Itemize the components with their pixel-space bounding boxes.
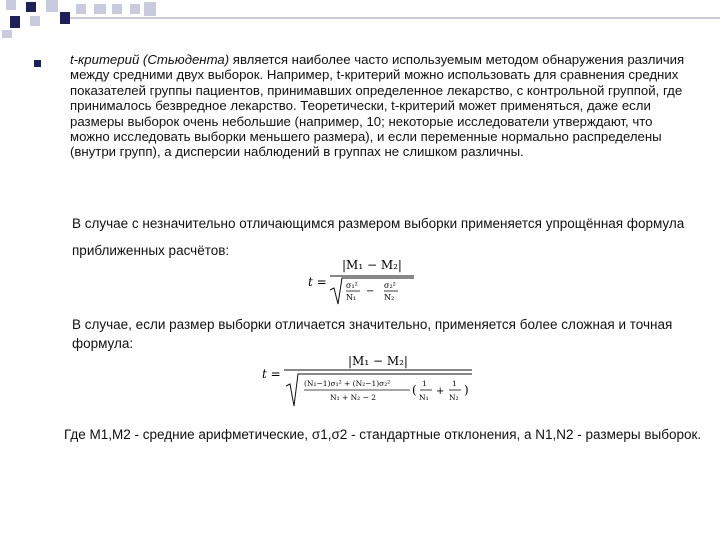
formula2-one-a: 1: [422, 379, 427, 388]
t-test-term: t-критерий (Стьюдента): [70, 52, 230, 67]
formula-n1: N₁: [346, 293, 357, 302]
formula-numerator: |M₁ − M₂|: [342, 258, 402, 272]
deco-line: [70, 17, 720, 19]
formula2-n2: N₂: [449, 393, 459, 402]
formula-minus: −: [366, 286, 375, 297]
t-test-description-text: является наиболее часто используемым методом обнаружения различия между средними двух выборок. Например, t-критерий можно использовать для сравнения средних показателей группы пациентов, принимавших определенное лекарство, с контрольной группой, где принималось безвредное лекарство. Теоретически, t-критерий может применяться, даже если размеры выборок очень небольшие (например, 10; некоторые исследователи утверждают, что можно исследовать выборки меньшего размера), и если переменные нормально распределены (внутри групп), а дисперсии наблюдений в группах не слишком различны.: [70, 52, 685, 160]
deco-square: [60, 12, 70, 24]
formula2-plus: +: [436, 386, 445, 397]
large-sample-text: В случае, если размер выборки отличается значительно, применяется более сложная и точная формула:: [72, 317, 673, 351]
formula2-one-b: 1: [452, 379, 457, 388]
small-sample-text: В случае с незначительно отличающимся размером выборки применяется упрощённая формула приближенных расчётов:: [72, 216, 685, 258]
deco-square: [30, 16, 40, 26]
formula2-inner-denominator: N₁ + N₂ − 2: [330, 393, 377, 402]
formula-sigma1: σ₁²: [346, 281, 358, 290]
deco-square: [46, 0, 58, 12]
simple-formula: [308, 256, 418, 308]
formula2-inner-numerator: (N₁−1)σ₁² + (N₂−1)σ₂²: [304, 379, 391, 388]
bullet-square-icon: [34, 60, 41, 67]
deco-square: [130, 4, 140, 14]
formula-lhs: t =: [308, 275, 327, 289]
formula2-n1: N₁: [419, 393, 429, 402]
formula2-numerator: |M₁ − M₂|: [348, 354, 408, 368]
deco-square: [10, 16, 20, 28]
complex-formula: [262, 352, 476, 410]
formula2-lhs: t =: [262, 367, 281, 381]
deco-square: [144, 2, 156, 16]
deco-square: [6, 0, 16, 10]
deco-square: [2, 30, 12, 38]
formula-n2: N₂: [384, 293, 395, 302]
deco-square: [94, 4, 106, 14]
formula2-open-paren: (: [412, 383, 417, 397]
formula-sigma2: σ₂²: [384, 281, 396, 290]
deco-square: [112, 4, 122, 14]
deco-square: [76, 4, 86, 14]
t-test-description: [70, 52, 690, 160]
formula2-close-paren: ): [464, 383, 469, 397]
definitions-text: Где M1,M2 - средние арифметические, σ1,σ2 - стандартные отклонения, а N1,N2 - размеры выборок.: [64, 427, 702, 442]
deco-square: [26, 2, 36, 12]
header-decoration: [0, 0, 720, 40]
